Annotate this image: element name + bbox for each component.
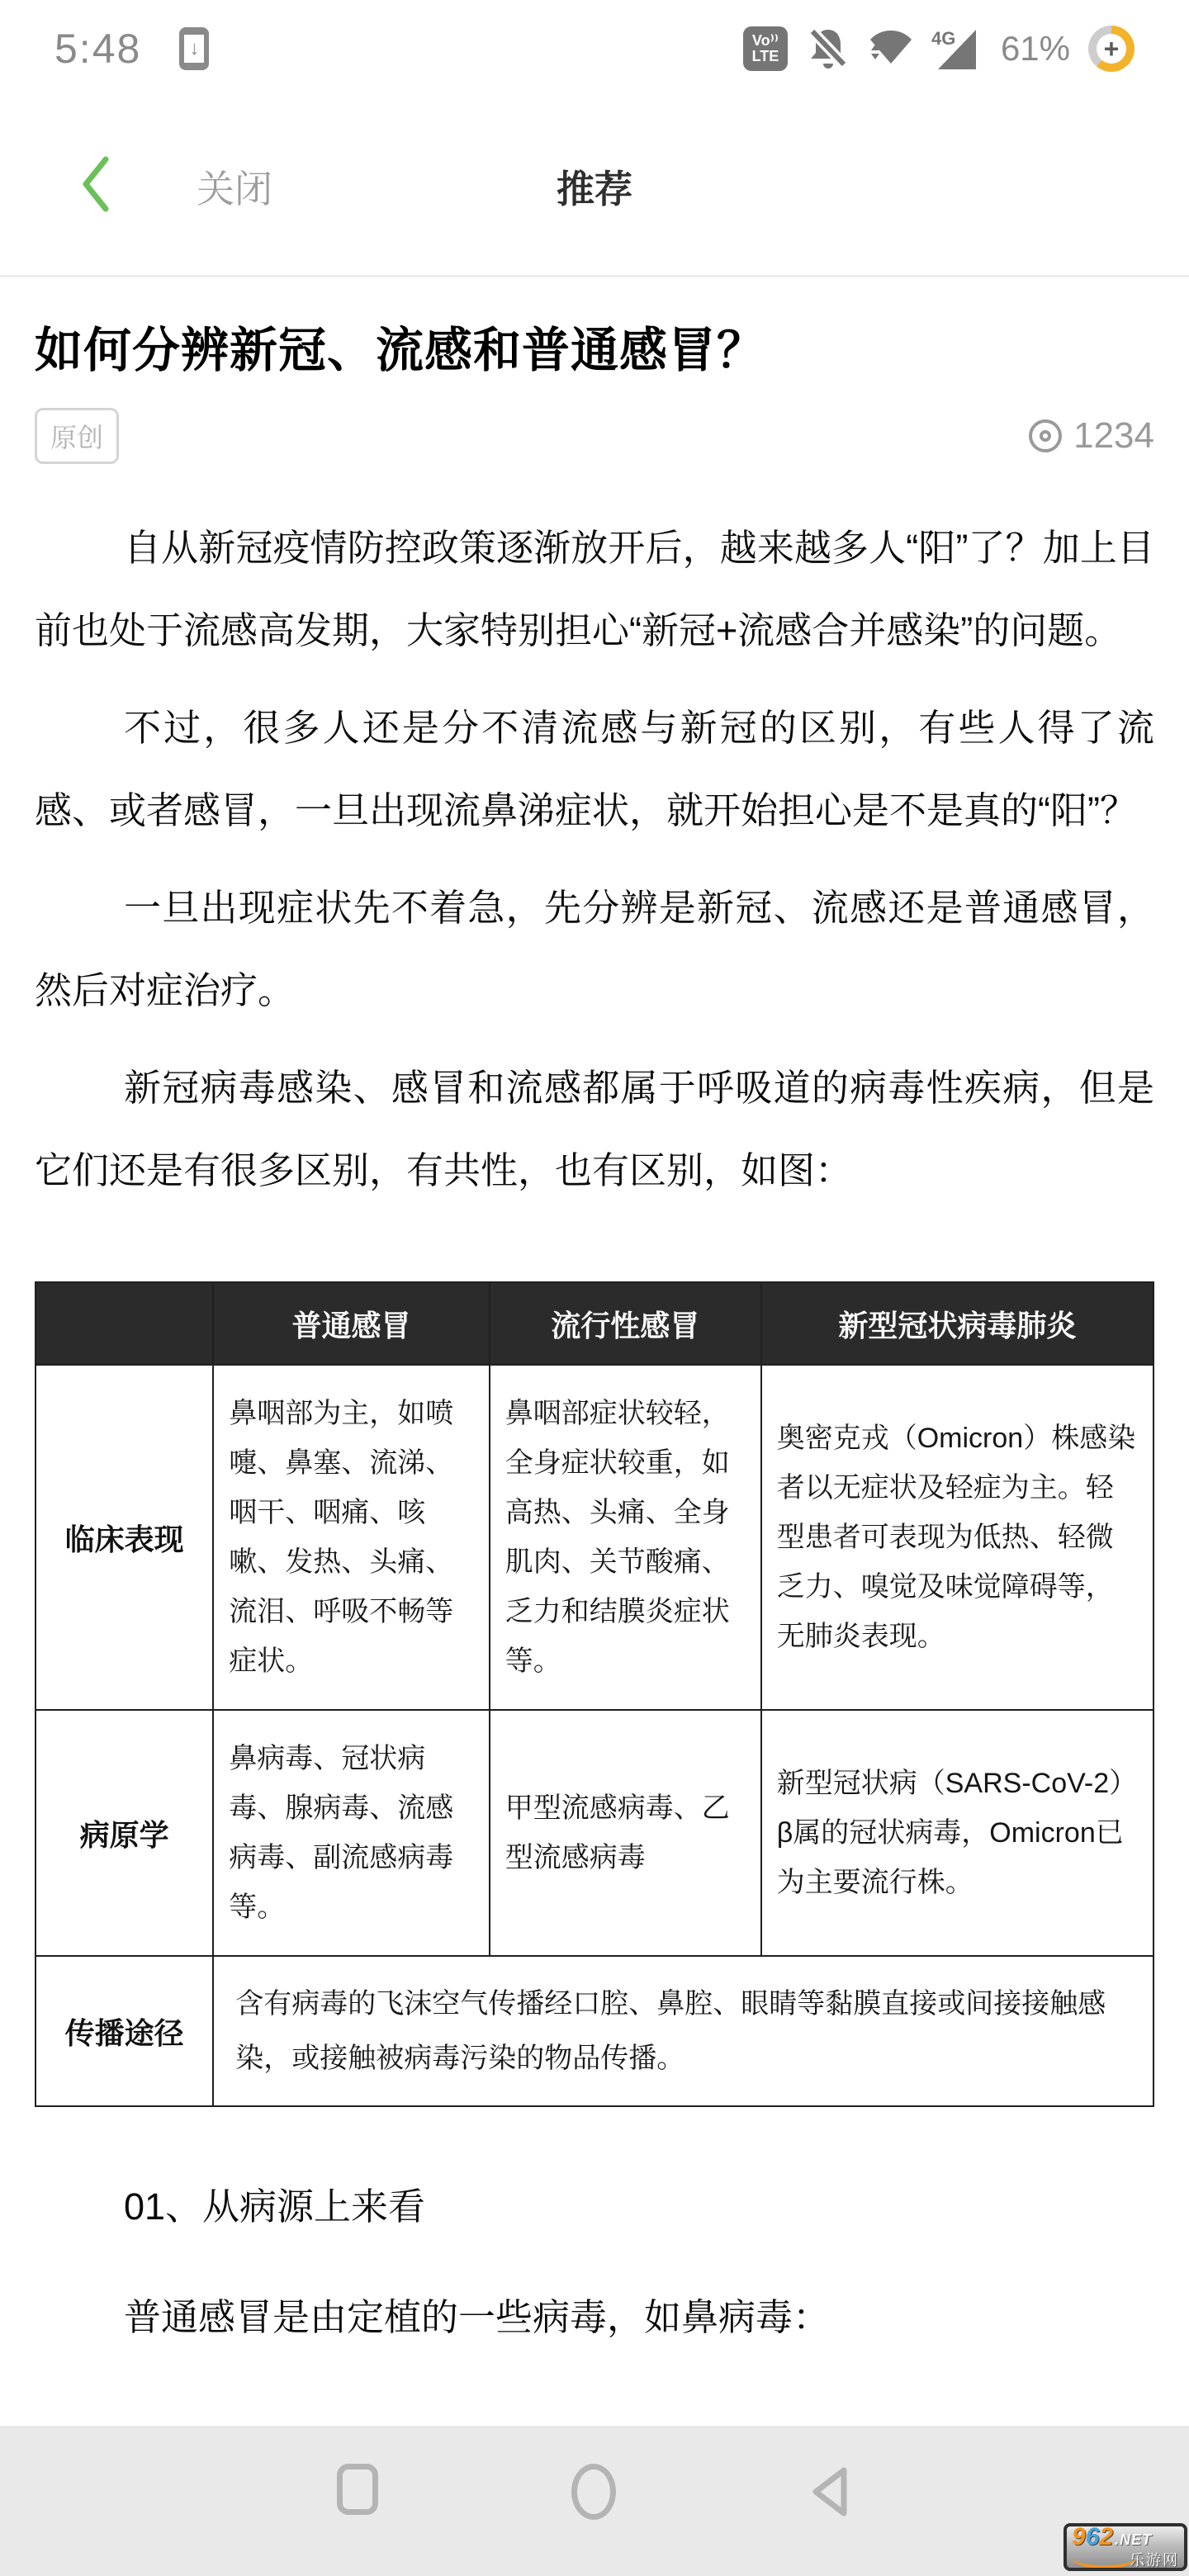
article-paragraphs	[35, 507, 1154, 1212]
table-header-common-cold: 普通感冒	[213, 1282, 489, 1365]
table-row	[36, 1365, 1153, 1710]
status-icons	[743, 25, 1135, 73]
article-meta	[35, 408, 1154, 464]
section-heading: 01、从病源上来看	[124, 2185, 426, 2228]
table-header-influenza: 流行性感冒	[490, 1282, 761, 1365]
watermark-badge	[1063, 2523, 1187, 2571]
table-cell: 甲型流感病毒、乙型流感病毒	[490, 1710, 761, 1956]
view-counter	[1029, 415, 1154, 457]
comparison-table	[35, 1281, 1154, 2107]
paragraph: 不过，很多人还是分不清流感与新冠的区别，有些人得了流感、或者感冒，一旦出现流鼻涕症状，就开始担心是不是真的“阳”？	[35, 707, 1154, 831]
row-label: 病原学	[36, 1710, 213, 1956]
download-icon	[179, 27, 209, 70]
status-bar	[0, 0, 1189, 97]
table-row	[36, 1710, 1153, 1956]
paragraph: 新冠病毒感染、感冒和流感都属于呼吸道的病毒性疾病，但是它们还是有很多区别，有共性，也有区别，如图：	[35, 1067, 1154, 1191]
table-row	[36, 1956, 1153, 2106]
table-cell: 鼻病毒、冠状病毒、腺病毒、流感病毒、副流感病毒等。	[213, 1710, 489, 1956]
clock: 5:48	[54, 26, 142, 72]
watermark-subtitle: 乐游网	[1072, 2550, 1179, 2569]
paragraph: 自从新冠疫情防控政策逐渐放开后，越来越多人“阳”了？加上目前也处于流感高发期，大家特别担心“新冠+流感合并感染”的问题。	[35, 527, 1154, 651]
battery-percent: 61%	[1000, 29, 1070, 68]
nav-bar	[0, 97, 1189, 277]
android-nav-bar	[0, 2426, 1189, 2576]
row-label: 临床表现	[36, 1365, 213, 1710]
original-badge: 原创	[35, 408, 119, 464]
table-header-row	[36, 1282, 1153, 1365]
view-count: 1234	[1073, 415, 1154, 456]
row-label: 传播途径	[36, 1956, 213, 2106]
table-header-covid: 新型冠状病毒肺炎	[761, 1282, 1153, 1365]
signal-4g-icon	[931, 26, 978, 71]
table-cell: 鼻咽部症状较轻，全身症状较重，如高热、头痛、全身肌肉、关节酸痛、乏力和结膜炎症状等。	[490, 1365, 761, 1710]
swoosh-icon	[1072, 2547, 1136, 2569]
back-chevron-icon[interactable]	[79, 155, 111, 217]
table-cell: 鼻咽部为主，如喷嚏、鼻塞、流涕、咽干、咽痛、咳嗽、发热、头痛、流泪、呼吸不畅等症状。	[213, 1365, 489, 1710]
article-title: 如何分辨新冠、流感和普通感冒？	[35, 324, 766, 377]
watermark-logo: 9 6 2 .NET	[1072, 2523, 1153, 2550]
article-content	[0, 314, 1189, 2359]
table-header-empty	[36, 1282, 213, 1365]
back-button-icon[interactable]	[809, 2464, 852, 2524]
wifi-icon	[869, 26, 913, 73]
table-cell: 奥密克戎（Omicron）株感染者以无症状及轻症为主。轻型患者可表现为低热、轻微乏力、嗅觉及味觉障碍等，无肺炎表现。	[761, 1365, 1153, 1710]
volte-icon: Vo⁾⁾ LTE	[743, 26, 788, 71]
table-cell-merged: 含有病毒的飞沫空气传播经口腔、鼻腔、眼睛等黏膜直接或间接接触感染，或接触被病毒污染的物品传播。	[213, 1956, 1153, 2106]
battery-icon: +	[1088, 26, 1135, 72]
notifications-off-icon	[806, 25, 850, 73]
home-button-icon[interactable]	[571, 2464, 616, 2520]
table-cell: 新型冠状病（SARS-CoV-2）β属的冠状病毒，Omicron已为主要流行株。	[761, 1710, 1153, 1956]
page-title: 推荐	[557, 167, 632, 211]
paragraph: 一旦出现症状先不着急，先分辨是新冠、流感还是普通感冒，然后对症治疗。	[35, 887, 1154, 1011]
eye-icon	[1029, 419, 1062, 452]
download-arrow-icon: ↓	[184, 35, 204, 63]
svg-text:4G: 4G	[931, 28, 956, 49]
recents-button-icon[interactable]	[337, 2464, 378, 2515]
close-button[interactable]: 关闭	[197, 167, 272, 211]
paragraph-partial: 普通感冒是由定植的一些病毒，如鼻病毒：	[124, 2296, 831, 2338]
